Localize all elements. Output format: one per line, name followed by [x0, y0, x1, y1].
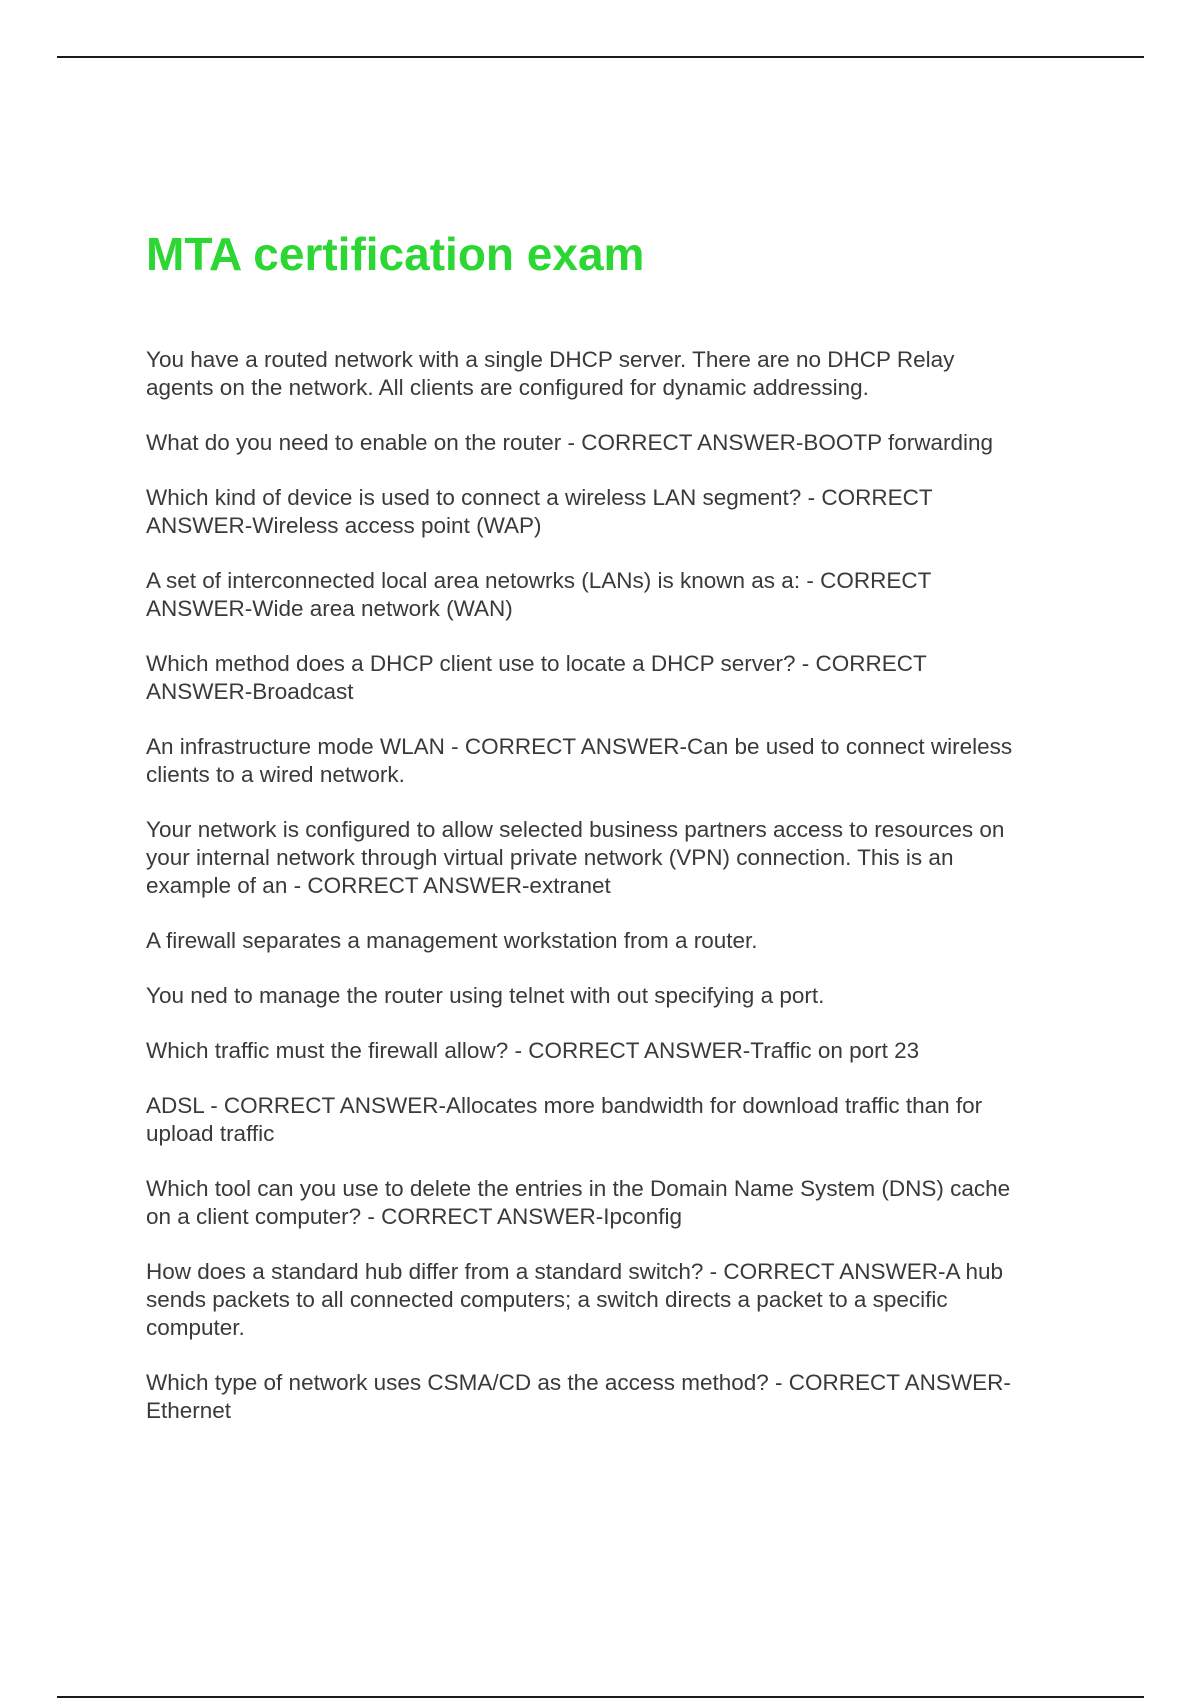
- qa-item: An infrastructure mode WLAN - CORRECT ANSWER-Can be used to connect wireless clients to a wired network.: [146, 734, 1013, 787]
- qa-item: You have a routed network with a single DHCP server. There are no DHCP Relay agents on the network. All clients are configured for dynamic addressing.: [146, 347, 955, 400]
- qa-item: Which method does a DHCP client use to locate a DHCP server? - CORRECT ANSWER-Broadcast: [146, 651, 927, 704]
- qa-list: [146, 346, 1086, 1425]
- qa-item: How does a standard hub differ from a standard switch? - CORRECT ANSWER-A hub sends packets to all connected computers; a switch directs a packet to a specific computer.: [146, 1259, 1004, 1340]
- footer-rule: [57, 1696, 1144, 1698]
- document-body: [146, 226, 1086, 1452]
- qa-item: You ned to manage the router using telnet with out specifying a port.: [146, 983, 825, 1008]
- qa-item: Which tool can you use to delete the entries in the Domain Name System (DNS) cache on a client computer? - CORRECT ANSWER-Ipconfig: [146, 1176, 1011, 1229]
- qa-item: A set of interconnected local area netowrks (LANs) is known as a: - CORRECT ANSWER-Wide area network (WAN): [146, 568, 932, 621]
- qa-item: A firewall separates a management workstation from a router.: [146, 928, 758, 953]
- qa-item: ADSL - CORRECT ANSWER-Allocates more bandwidth for download traffic than for upload traffic: [146, 1093, 983, 1146]
- qa-item: Which type of network uses CSMA/CD as the access method? - CORRECT ANSWER- Ethernet: [146, 1370, 1011, 1423]
- header-rule: [57, 56, 1144, 58]
- document-title: MTA certification exam: [146, 228, 645, 280]
- qa-item: Which traffic must the firewall allow? - CORRECT ANSWER-Traffic on port 23: [146, 1038, 920, 1063]
- qa-item: What do you need to enable on the router - CORRECT ANSWER-BOOTP forwarding: [146, 430, 994, 455]
- qa-item: Your network is configured to allow selected business partners access to resources on your internal network through virtual private network (VPN) connection. This is an example of an - CORRECT ANSWER-extranet: [146, 817, 1005, 898]
- qa-item: Which kind of device is used to connect a wireless LAN segment? - CORRECT ANSWER-Wireless access point (WAP): [146, 485, 933, 538]
